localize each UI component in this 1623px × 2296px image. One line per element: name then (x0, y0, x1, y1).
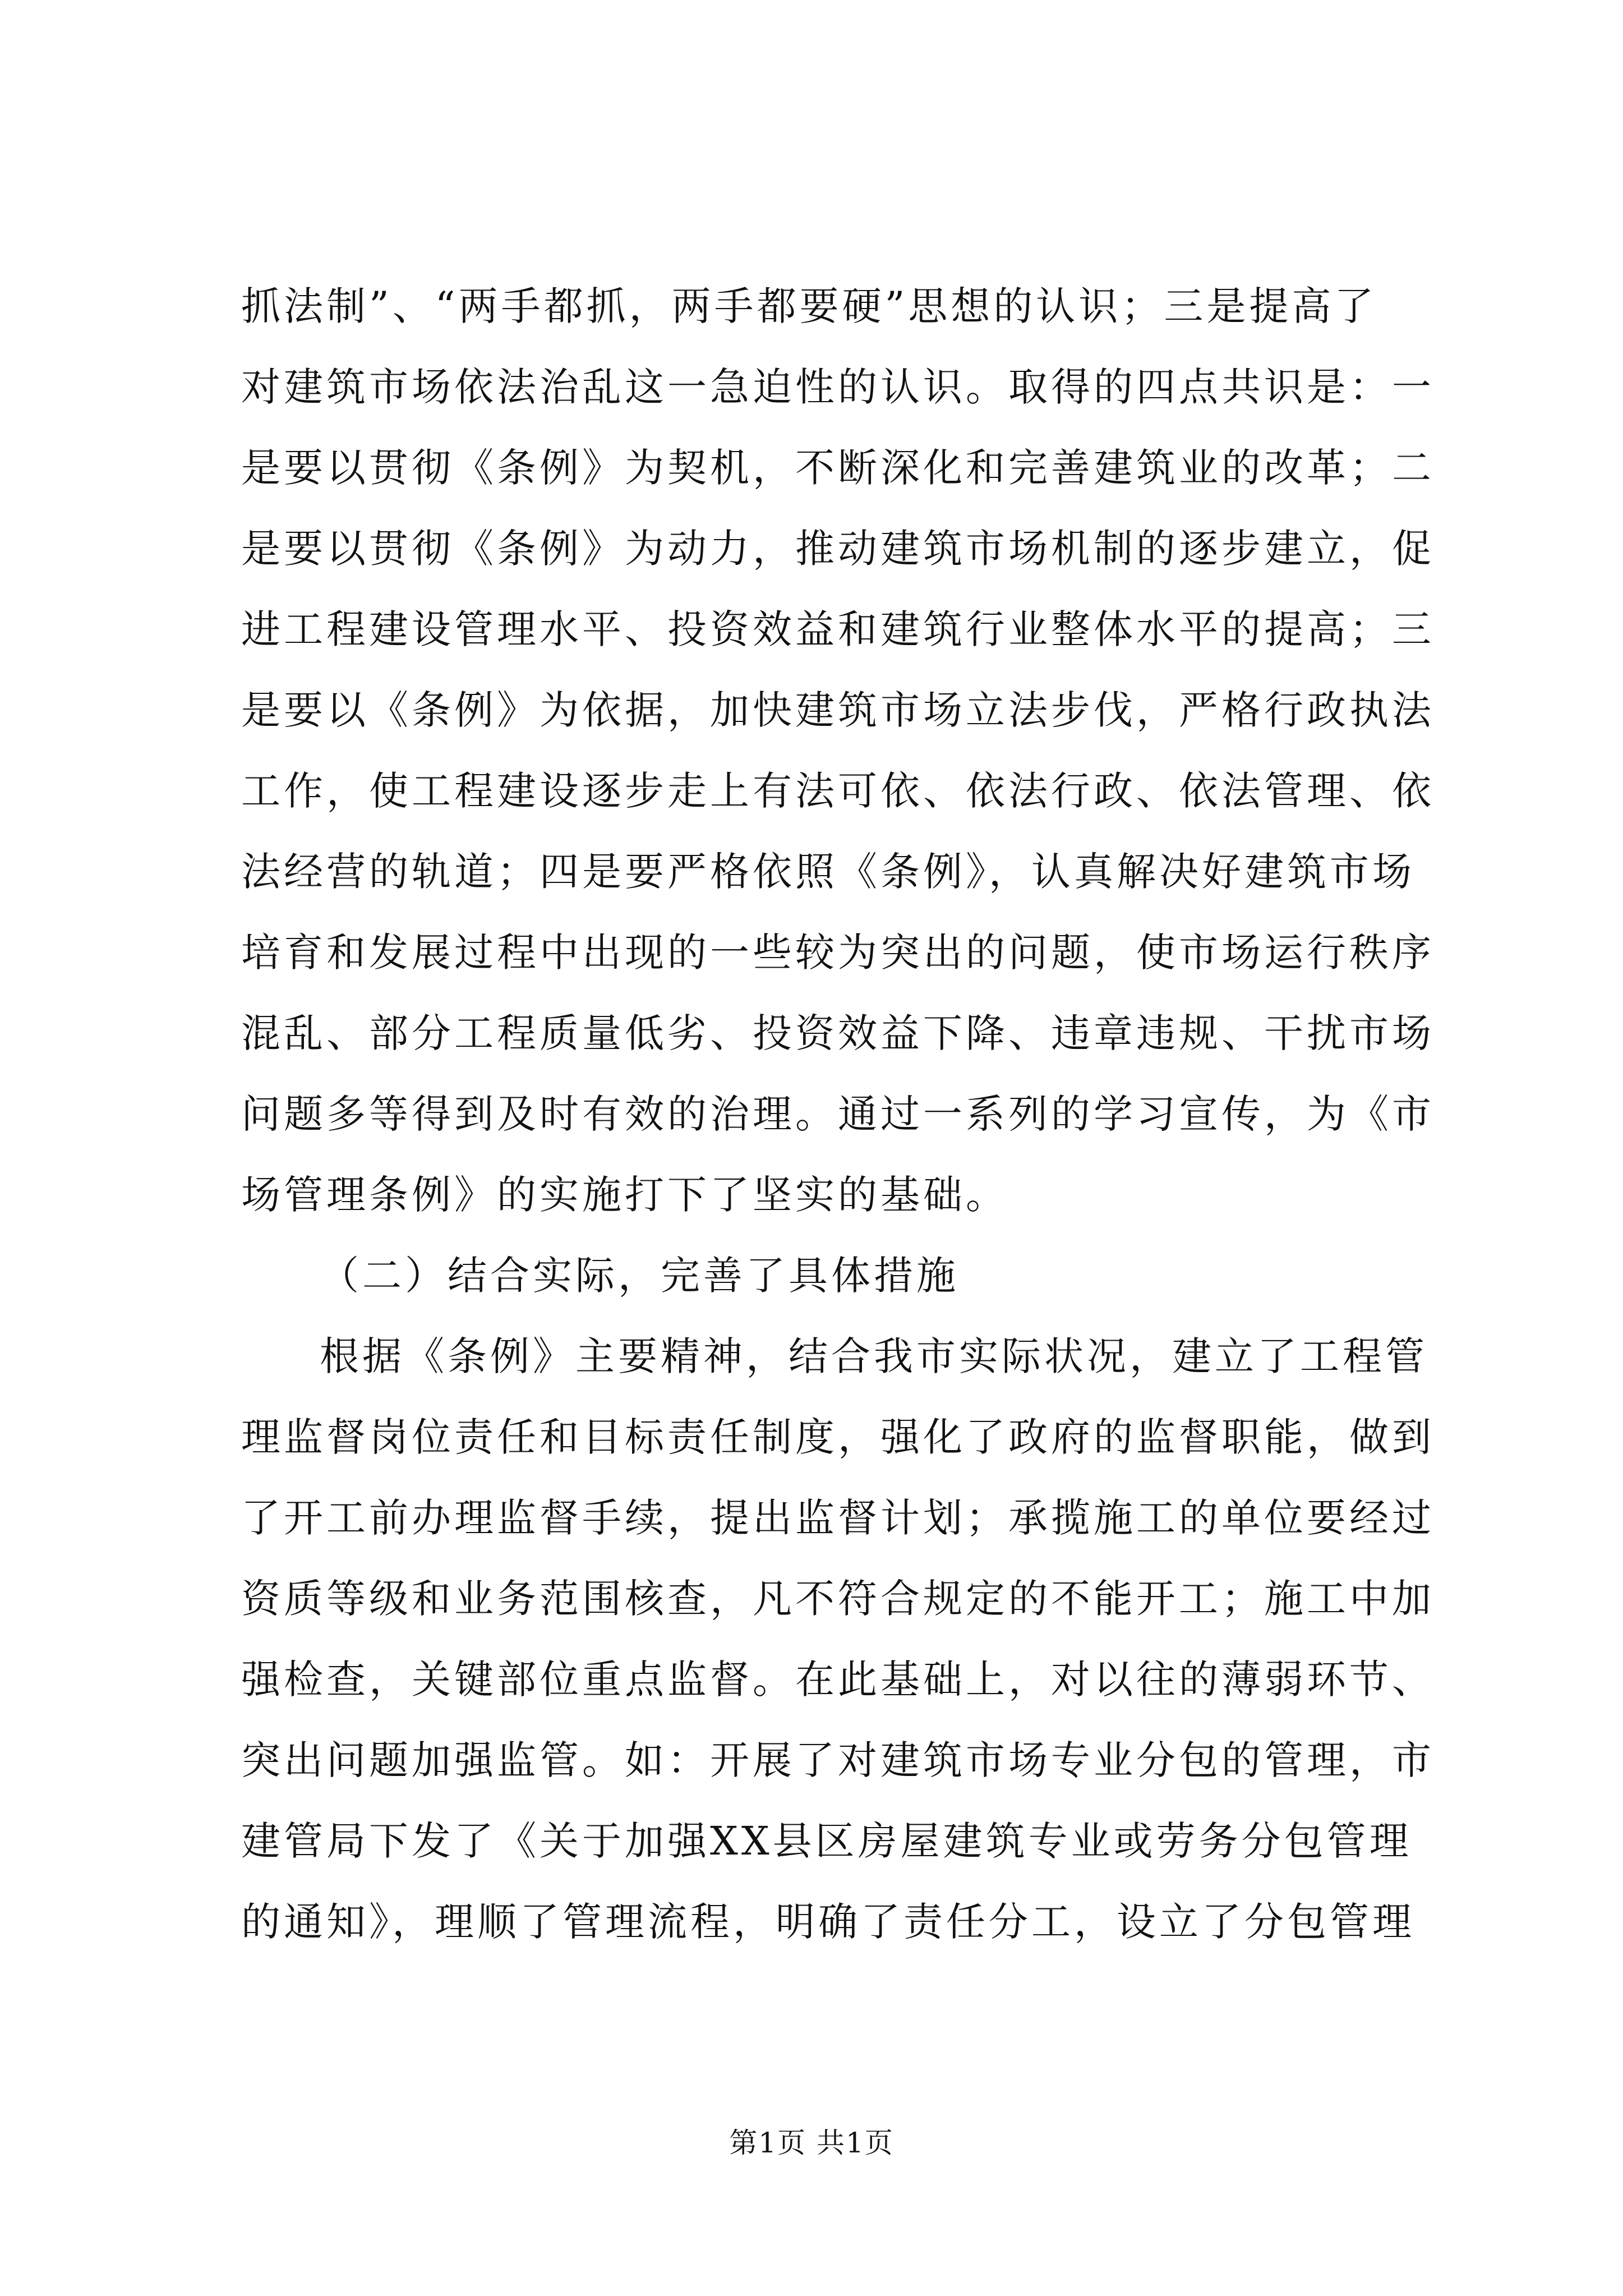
text-line: 培育和发展过程中出现的一些较为突出的问题，使市场运行秩序 (241, 930, 1435, 976)
text-line: 进工程建设管理水平、投资效益和建筑行业整体水平的提高；三 (241, 606, 1435, 652)
text-line: 混乱、部分工程质量低劣、投资效益下降、违章违规、干扰市场 (241, 1010, 1435, 1056)
document-body (241, 266, 1441, 1962)
text-line: 是要以贯彻《条例》为契机，不断深化和完善建筑业的改革；二 (241, 445, 1435, 491)
text-line: 工作，使工程建设逐步走上有法可依、依法行政、依法管理、依 (241, 768, 1435, 814)
text-line: 突出问题加强监管。如：开展了对建筑市场专业分包的管理，市 (241, 1737, 1435, 1783)
text-line: 建管局下发了《关于加强XX县区房屋建筑专业或劳务分包管理 (241, 1818, 1412, 1864)
text-line: 抓法制”、“两手都抓，两手都要硬”思想的认识；三是提高了 (241, 283, 1377, 329)
page-footer: 第1页 共1页 (729, 2127, 894, 2159)
text-line: 根据《条例》主要精神，结合我市实际状况，建立了工程管 (320, 1333, 1428, 1379)
text-line: 理监督岗位责任和目标责任制度，强化了政府的监督职能，做到 (241, 1414, 1435, 1460)
section-heading: （二）结合实际，完善了具体措施 (320, 1253, 959, 1299)
text-line: 强检查，关键部位重点监督。在此基础上，对以往的薄弱环节、 (241, 1657, 1435, 1703)
text-line: 是要以《条例》为依据，加快建筑市场立法步伐，严格行政执法 (241, 687, 1435, 733)
text-line: 是要以贯彻《条例》为动力，推动建筑市场机制的逐步建立，促 (241, 526, 1435, 572)
text-line: 了开工前办理监督手续，提出监督计划；承揽施工的单位要经过 (241, 1495, 1435, 1541)
text-line: 的通知》，理顺了管理流程，明确了责任分工，设立了分包管理 (241, 1899, 1415, 1945)
text-line: 对建筑市场依法治乱这一急迫性的认识。取得的四点共识是：一 (241, 364, 1435, 410)
text-line: 场管理条例》的实施打下了坚实的基础。 (241, 1172, 1008, 1218)
text-line: 资质等级和业务范围核查，凡不符合规定的不能开工；施工中加 (241, 1576, 1435, 1622)
text-line: 问题多等得到及时有效的治理。通过一系列的学习宣传，为《市 (241, 1091, 1435, 1137)
text-line: 法经营的轨道；四是要严格依照《条例》，认真解决好建筑市场 (241, 849, 1415, 895)
